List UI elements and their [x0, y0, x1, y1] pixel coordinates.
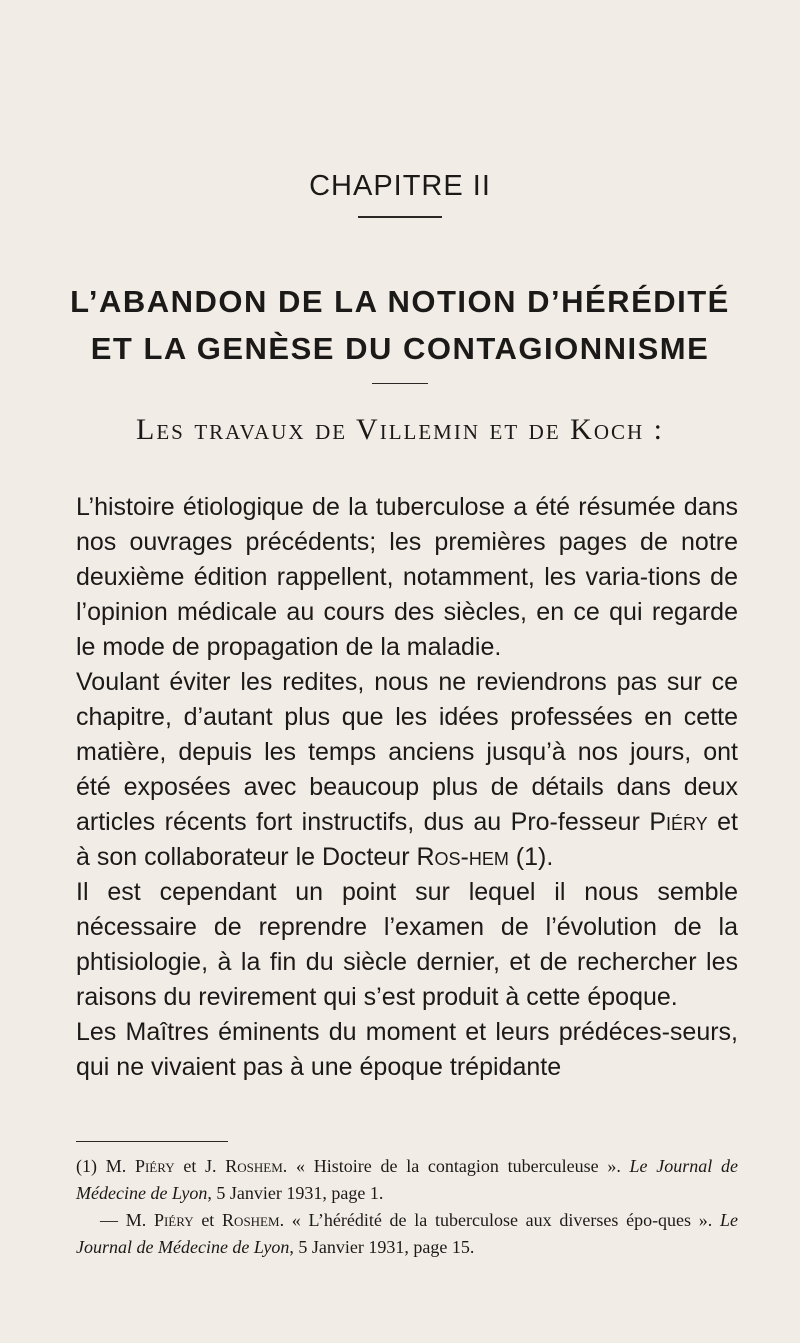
paragraph-2-text-b: et à son collaborateur le Docteur [76, 808, 739, 871]
chapter-title-line-1: L’ABANDON DE LA NOTION D’HÉRÉDITÉ [70, 284, 730, 319]
chapter-title-line-2: ET LA GENÈSE DU CONTAGIONNISME [90, 331, 710, 366]
footnote-1-author-1: Piéry [134, 1156, 175, 1176]
footnote-1-title: . « Histoire de la contagion tuberculeuse ». [282, 1156, 630, 1176]
paragraph-1: L’histoire étiologique de la tuberculose a été résumée dans nos ouvrages précédents; les premières pages de notre deuxième édition rappellent, notamment, les varia-tions de l’opinion médicale au cours des siècles, en ce qui regarde le mode de propagation de la maladie. [76, 493, 738, 661]
chapter-number: CHAPITRE II [309, 170, 491, 202]
title-rule [372, 383, 428, 384]
footnote-rule [76, 1141, 228, 1142]
paragraph-2-text-a: Voulant éviter les redites, nous ne reviendrons pas sur ce chapitre, d’autant plus que les idées professées en cette matière, depuis les temps anciens jusqu’à nos jours, ont été exposées avec beaucoup plus de détails dans deux articles récents fort instructifs, dus au Pro-fesseur [76, 668, 738, 836]
footnote-1-journal: Le Journal de Médecine de Lyon [76, 1156, 738, 1203]
paragraph-4: Les Maîtres éminents du moment et leurs prédéces-seurs, qui ne vivaient pas à une époque trépidante [76, 1018, 738, 1081]
body-text [76, 490, 738, 1085]
footnote-2-date: , 5 Janvier 1931, page 15. [289, 1237, 475, 1257]
footnote-1-et: et J. [174, 1156, 226, 1176]
footnote-1-num: (1) M. [76, 1156, 135, 1176]
author-name-roshem: Ros-hem [416, 843, 509, 871]
footnote-1-author-2: Roshem [225, 1156, 283, 1176]
footnote-2-et: et [193, 1210, 223, 1230]
footnote-reference: (1). [508, 843, 554, 871]
chapter-rule [358, 216, 442, 218]
section-heading: Les travaux de Villemin et de Koch : [136, 413, 664, 446]
footnote-1-date: , 5 Janvier 1931, page 1. [207, 1183, 384, 1203]
footnote-2-journal: Le Journal de Médecine de Lyon [76, 1210, 739, 1257]
footnote-2-title: . « L’hérédité de la tuberculose aux diverses épo-ques ». [279, 1210, 721, 1230]
author-name-piery: Piéry [649, 808, 708, 836]
footnote-1 [76, 1153, 738, 1207]
footnote-2-num: — M. [100, 1210, 154, 1230]
footnote-2-author-1: Piéry [153, 1210, 194, 1230]
footnotes [76, 1153, 738, 1261]
footnote-2-author-2: Roshem [222, 1210, 280, 1230]
paragraph-3: Il est cependant un point sur lequel il nous semble nécessaire de reprendre l’examen de l’évolution de la phtisiologie, à la fin du siècle dernier, et de rechercher les raisons du revirement qui s’est produit à cette époque. [76, 878, 738, 1011]
paragraph-2 [76, 665, 738, 875]
footnote-2 [76, 1207, 738, 1261]
